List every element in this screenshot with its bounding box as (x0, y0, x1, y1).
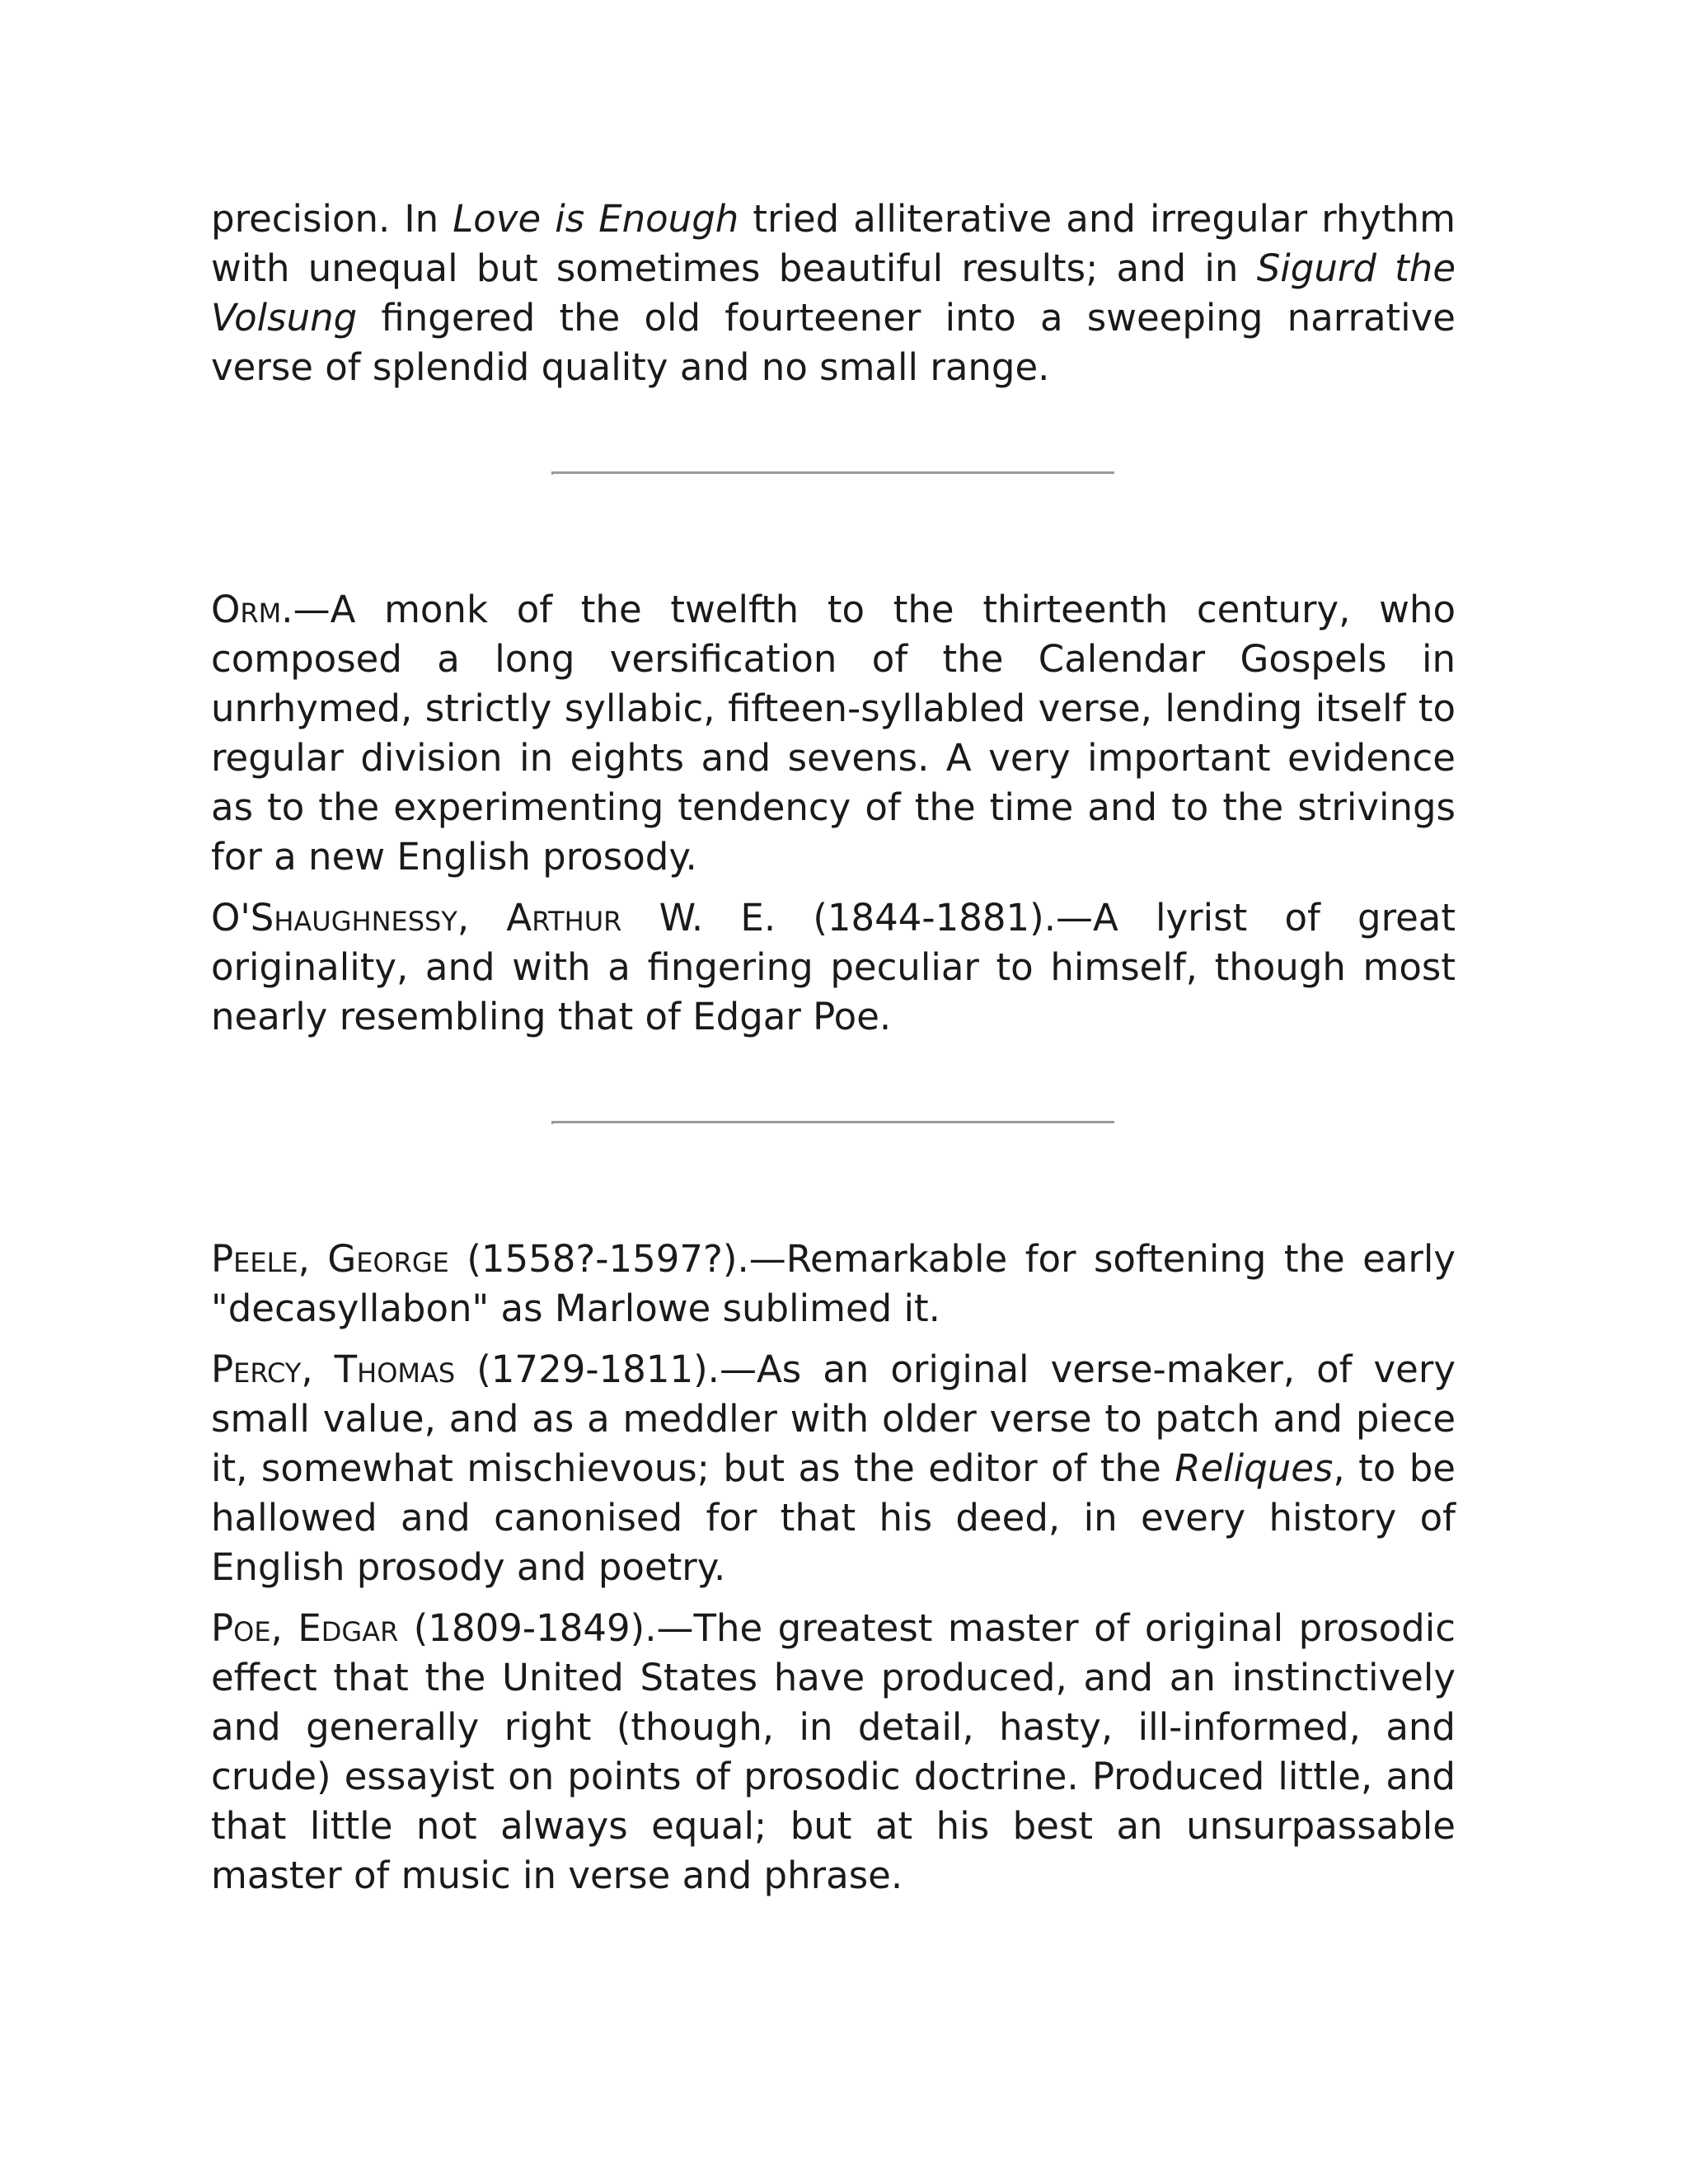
entry-percy (211, 1345, 1456, 1592)
entry-orm (211, 585, 1456, 882)
entry-text: (1729-1811).—As an original verse-maker, of very small value, and as a meddler with older verse to patch and piece it, somewhat mischievous; but as the editor of the (211, 1347, 1456, 1490)
text-segment: tried alliterative and irregular rhythm with unequal but sometimes beautiful results; and in (211, 197, 1456, 290)
entry-text: (1558?-1597?).—Remarkable for softening the early "decasyllabon" as Marlowe sublimed it. (211, 1237, 1456, 1330)
entry-peele (211, 1235, 1456, 1333)
entry-poe (211, 1604, 1456, 1900)
section-divider (551, 1121, 1114, 1124)
title-reliques: Reliques (1175, 1446, 1334, 1490)
entry-text: (1809-1849).—The greatest master of original prosodic effect that the United States have produced, and an instinctively and generally right (though, in detail, hasty, ill-informed, and crude) essayist on points of prosodic doctrine. Produced little, and that little not always equal; but at his best an unsurpassable master of music in verse and phrase. (211, 1606, 1456, 1897)
entry-head: Percy, Thomas (211, 1347, 456, 1391)
entry-head: Peele, George (211, 1237, 449, 1281)
text-segment: fingered the old fourteener into a sweeping narrative verse of splendid quality and no small range. (211, 296, 1456, 389)
paragraph-morris-continuation (211, 194, 1456, 392)
entry-text: W. E. (1844-1881).—A lyrist of great originality, and with a fingering peculiar to himself, though most nearly resembling that of Edgar Poe. (211, 896, 1456, 1038)
text-segment: precision. In (211, 197, 453, 241)
title-love-is-enough: Love is Enough (452, 197, 739, 241)
document-page (211, 194, 1456, 1900)
entry-text: , to be hallowed and canonised for that his deed, in every history of English prosody and poetry. (211, 1446, 1456, 1589)
section-divider (551, 471, 1114, 475)
entry-oshaughnessy (211, 893, 1456, 1042)
entry-head: Poe, Edgar (211, 1606, 399, 1650)
entry-head: O'Shaughnessy, Arthur (211, 896, 622, 940)
entry-head: Orm. (211, 588, 293, 631)
title-sigurd-the-volsung: Sigurd the Volsung (211, 246, 1456, 340)
entry-text: —A monk of the twelfth to the thirteenth century, who composed a long versification of the Calendar Gospels in unrhymed, strictly syllabic, fifteen-syllabled verse, lending itself to regular division in eights and sevens. A very important evidence as to the experimenting tendency of the time and to the strivings for a new English prosody. (211, 588, 1456, 879)
